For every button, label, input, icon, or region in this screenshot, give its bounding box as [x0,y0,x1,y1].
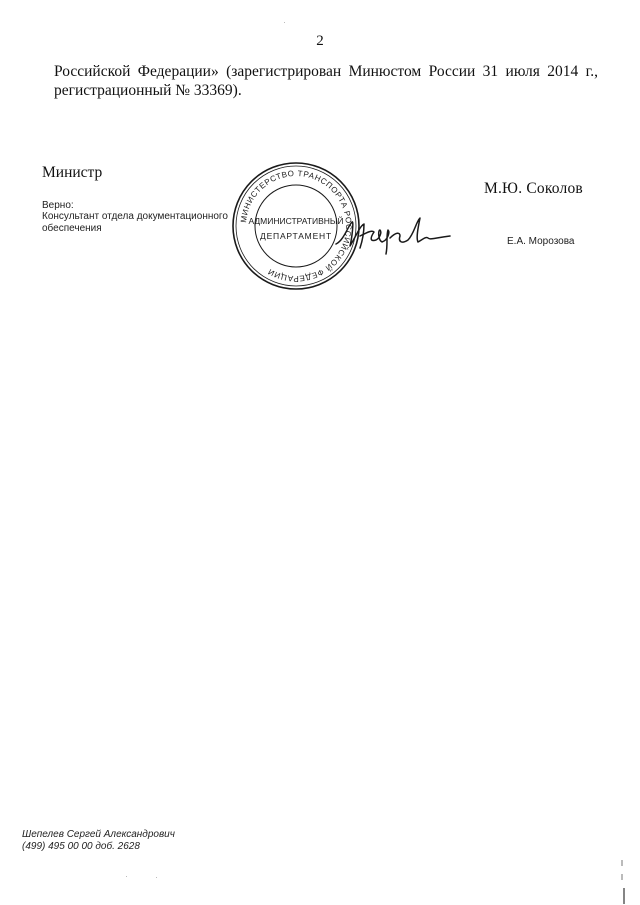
stamp-ring-text: МИНИСТЕРСТВО ТРАНСПОРТА РОССИЙСКОЙ ФЕДЕРАЦИИ [239,168,354,284]
scan-dot [126,876,127,877]
scan-edge-mark [620,860,626,904]
body-line-2: регистрационный № 33369). [54,82,242,99]
handwritten-signature [330,210,455,258]
body-line-1: Российской Федерации» (зарегистрирован Минюстом России 31 июля 2014 г., [54,63,598,80]
page-number: 2 [316,33,324,49]
signatory-name: М.Ю. Соколов [484,180,583,197]
certifier-name: Е.А. Морозова [507,236,575,247]
contact-info [22,829,175,853]
contact-phone: (499) 495 00 00 доб. 2628 [22,841,140,852]
scan-dot [156,877,157,878]
body-paragraph [54,62,598,100]
contact-name: Шепелев Сергей Александрович [22,829,175,840]
certification-position: Консультант отдела документационного обеспечения [42,211,228,234]
scan-dot [284,22,285,23]
signatory-title: Министр [42,164,103,181]
stamp-line-1: АДМИНИСТРАТИВНЫЙ [248,216,344,226]
certification-label: Верно: [42,200,74,211]
stamp-line-2: ДЕПАРТАМЕНТ [260,231,332,241]
